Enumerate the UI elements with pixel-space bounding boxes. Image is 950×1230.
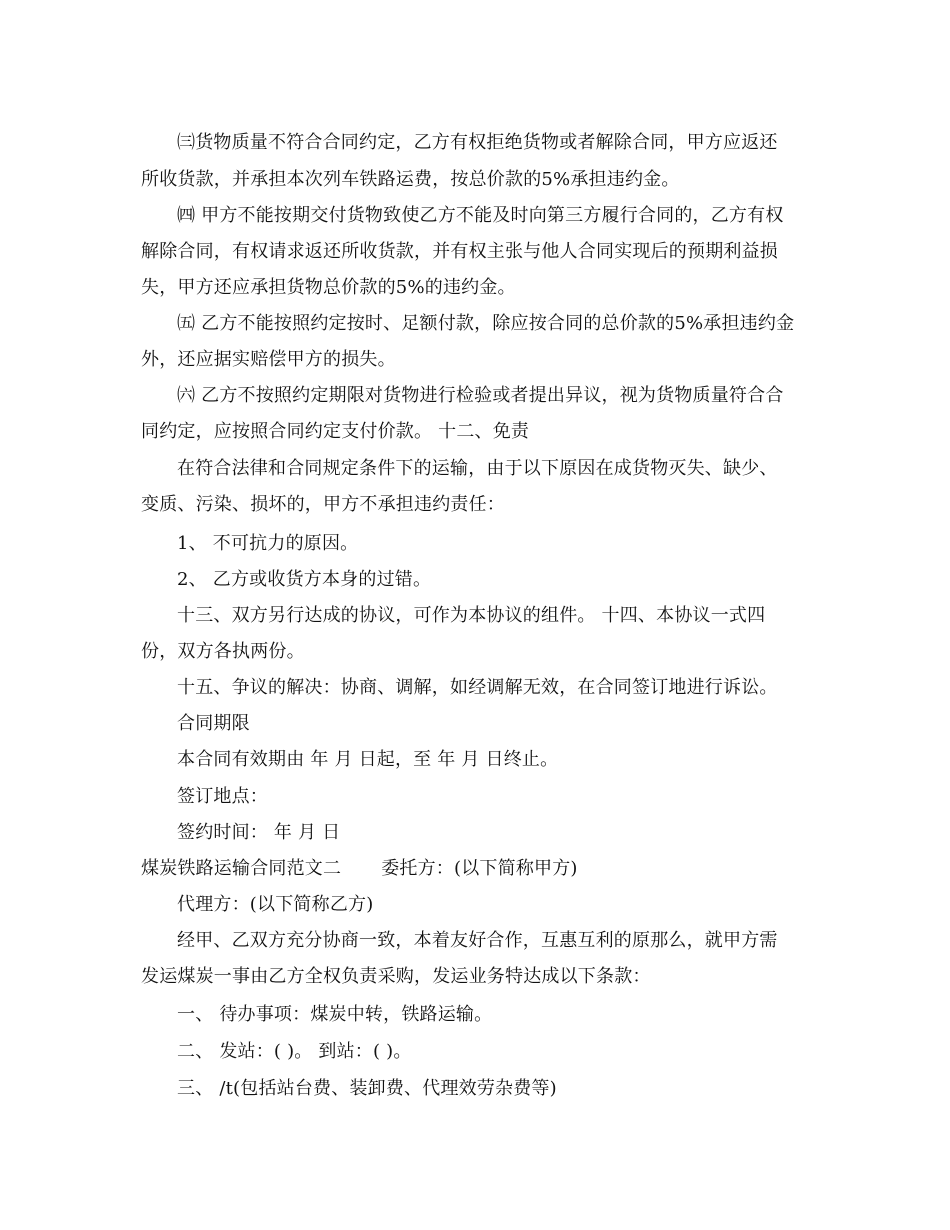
paragraph-line: 份，双方各执两份。 (141, 641, 305, 662)
paragraph-line: 十三、双方另行达成的协议，可作为本协议的组件。 十四、本协议一式四 (177, 605, 766, 626)
party-a-label: 委托方：(以下简称甲方) (381, 858, 578, 879)
list-item: 1、 不可抗力的原因。 (177, 533, 359, 554)
paragraph-line: 解除合同，有权请求返还所收货款，并有权主张与他人合同实现后的预期利益损 (141, 241, 778, 262)
paragraph-line: 变质、污染、损坏的，甲方不承担违约责任： (141, 494, 505, 515)
paragraph-line: 经甲、乙双方充分协商一致，本着友好合作，互惠互利的原那么，就甲方需 (177, 930, 778, 951)
party-b-label: 代理方：(以下简称乙方) (177, 894, 374, 915)
paragraph-line: 签约时间： 年 月 日 (177, 822, 341, 843)
paragraph-line: 在符合法律和合同规定条件下的运输，由于以下原因在成货物灭失、缺少、 (177, 458, 778, 479)
paragraph-line: 十五、争议的解决：协商、调解，如经调解无效，在合同签订地进行诉讼。 (177, 677, 778, 698)
document-title: 煤炭铁路运输合同范文二 (141, 858, 342, 879)
paragraph-line: 所收货款，并承担本次列车铁路运费，按总价款的5%承担违约金。 (141, 169, 680, 190)
paragraph-line: ㈢货物质量不符合合同约定，乙方有权拒绝货物或者解除合同，甲方应返还 (177, 132, 778, 153)
list-item: 三、 /t(包括站台费、装卸费、代理效劳杂费等) (177, 1078, 557, 1099)
paragraph-line: 外，还应据实赔偿甲方的损失。 (141, 349, 396, 370)
paragraph-line: ㈥ 乙方不按照约定期限对货物进行检验或者提出异议，视为货物质量符合合 (177, 385, 784, 406)
paragraph-line: 发运煤炭一事由乙方全权负责采购，发运业务特达成以下条款： (141, 966, 651, 987)
document-title-line (141, 857, 578, 881)
list-item: 二、 发站：( )。 到站：( )。 (177, 1041, 412, 1062)
paragraph-line: 签订地点： (177, 786, 268, 807)
list-item: 2、 乙方或收货方本身的过错。 (177, 569, 432, 590)
paragraph-line: ㈣ 甲方不能按期交付货物致使乙方不能及时向第三方履行合同的，乙方有权 (177, 205, 784, 226)
paragraph-line: 同约定，应按照合同约定支付价款。 十二、免责 (141, 421, 530, 442)
paragraph-line: 失，甲方还应承担货物总价款的5%的违约金。 (141, 277, 516, 298)
paragraph-line: 本合同有效期由 年 月 日起，至 年 月 日终止。 (177, 749, 559, 770)
list-item: 一、 待办事项：煤炭中转，铁路运输。 (177, 1004, 493, 1025)
paragraph-line: ㈤ 乙方不能按照约定按时、足额付款，除应按合同的总价款的5%承担违约金 (177, 313, 795, 334)
section-heading: 合同期限 (177, 713, 250, 734)
